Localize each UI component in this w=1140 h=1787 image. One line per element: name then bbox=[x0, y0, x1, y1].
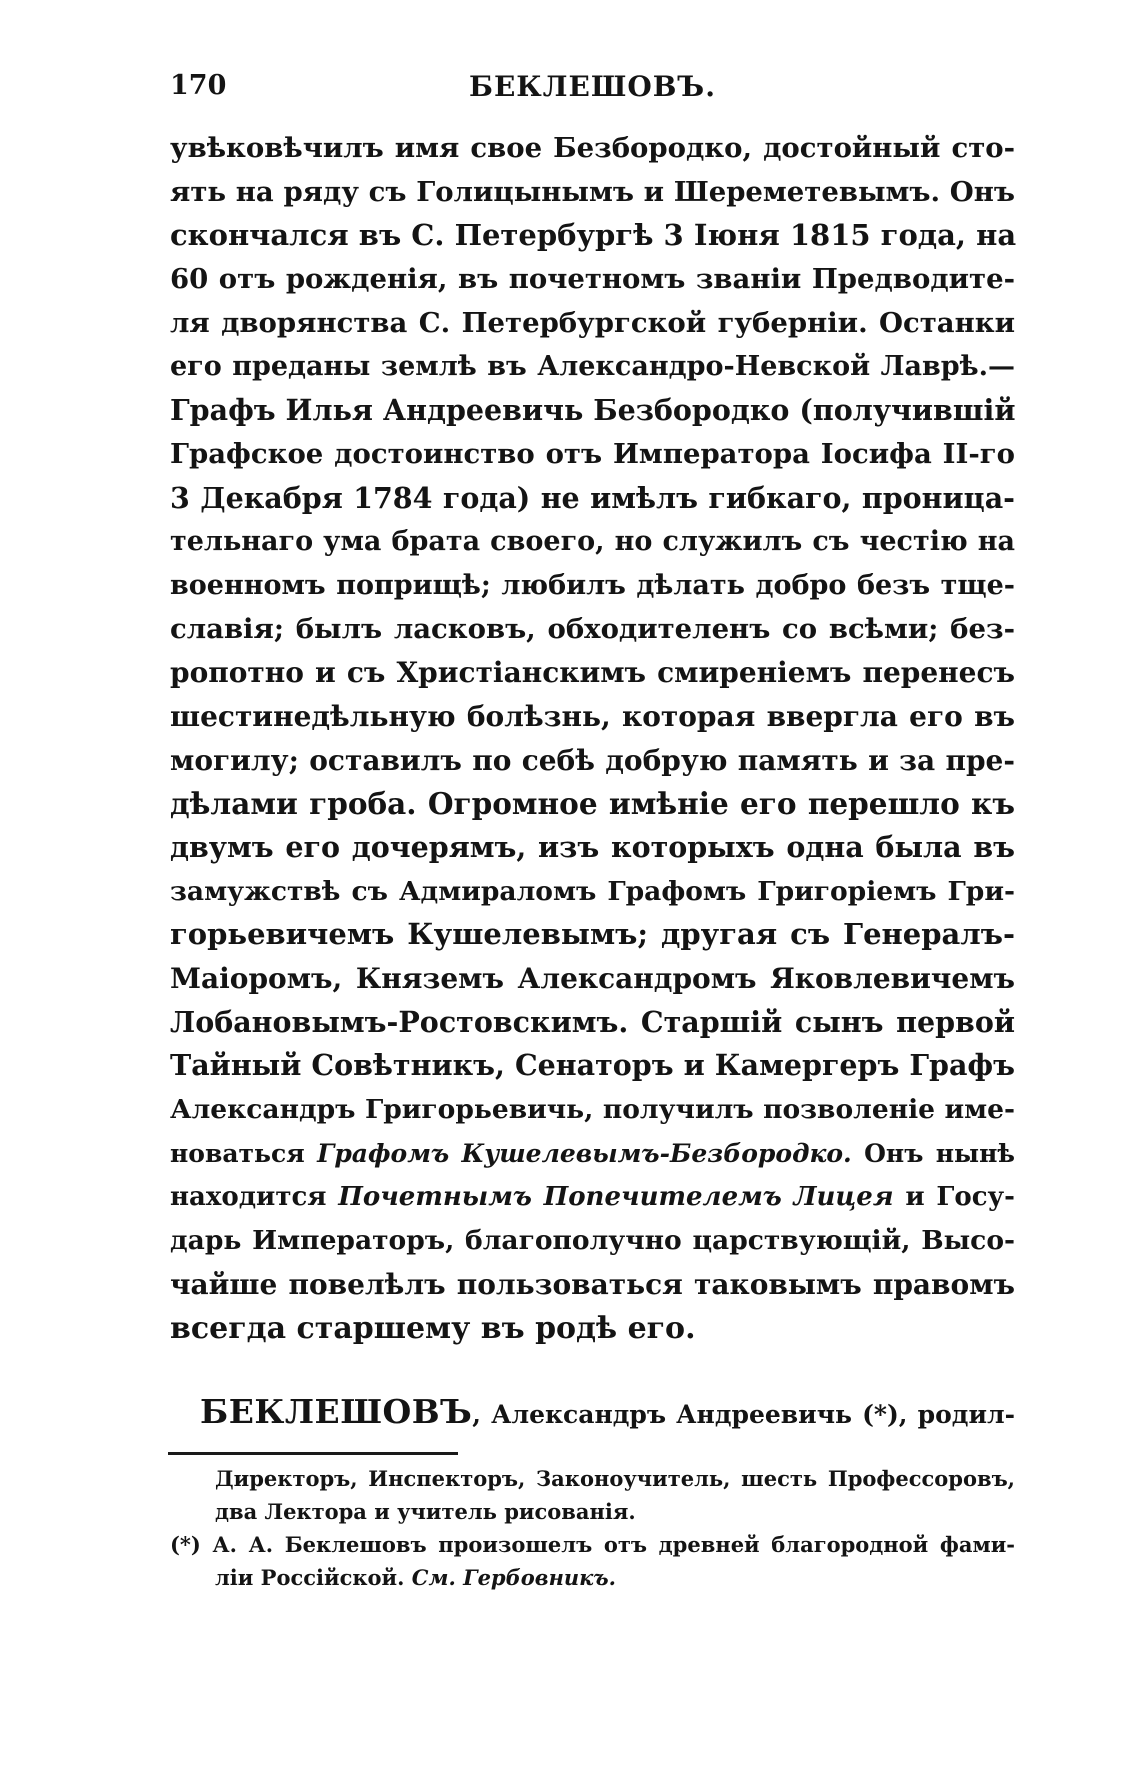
new-entry bbox=[170, 1390, 1015, 1434]
body-line: всегда старшему въ родѣ его. bbox=[170, 1310, 696, 1346]
body-line: дѣлами гроба. Огромное имѣніе его перешло къ bbox=[170, 786, 1015, 822]
body-line: Графское достоинство отъ Императора Іосифа II-го bbox=[170, 437, 1015, 470]
entry-heading-line bbox=[170, 1390, 1015, 1434]
line-text: новаться bbox=[170, 1138, 318, 1168]
body-line: чайше повелѣлъ пользоваться таковымъ правомъ bbox=[170, 1267, 1015, 1301]
body-line: ять на ряду съ Голицынымъ и Шереметевымъ. Онъ bbox=[170, 175, 1015, 208]
body-line: увѣковѣчилъ имя свое Безбородко, достойный сто- bbox=[170, 132, 1015, 164]
body-line: могилу; оставилъ по себѣ добрую память и за пре- bbox=[170, 743, 1015, 777]
footnote-line bbox=[170, 1561, 1015, 1594]
italic-title: Почетнымъ Попечителемъ Лицея bbox=[338, 1181, 894, 1212]
body-line: Тайный Совѣтникъ, Сенаторъ и Камергеръ Графъ bbox=[170, 1048, 1015, 1083]
entry-head-word: БЕКЛЕШОВЪ bbox=[200, 1392, 473, 1431]
body-line: 60 отъ рожденія, въ почетномъ званіи Предводите- bbox=[170, 263, 1015, 296]
line-text: Онъ нынѣ bbox=[851, 1138, 1015, 1168]
body-line-italic-title bbox=[170, 1132, 1015, 1176]
body-line: 3 Декабря 1784 года) не имѣлъ гибкаго, проница- bbox=[170, 480, 1015, 515]
body-line: славія; былъ ласковъ, обходителенъ со всѣми; без- bbox=[170, 612, 1015, 645]
body-line-italic-title bbox=[170, 1176, 1015, 1220]
italic-title: Графомъ Кушелевымъ-Безбородко. bbox=[317, 1138, 852, 1168]
body-line: военномъ поприщѣ; любилъ дѣлать добро безъ тще- bbox=[170, 569, 1015, 601]
body-text bbox=[170, 127, 1015, 1350]
body-line: ля дворянства С. Петербургской губерніи. Останки bbox=[170, 306, 1015, 339]
body-line: Графъ Илья Андреевичь Безбородко (получившій bbox=[170, 393, 1016, 428]
body-line: замужствѣ съ Адмираломъ Графомъ Григоріемъ Гри- bbox=[170, 875, 1015, 907]
body-line: тельнаго ума брата своего, но служилъ съ честію на bbox=[170, 526, 1015, 558]
line-text: и Госу- bbox=[893, 1181, 1015, 1212]
body-line: дарь Императоръ, благополучно царствующій, Высо- bbox=[170, 1225, 1015, 1257]
body-line: горьевичемъ Кушелевымъ; другая съ Генералъ- bbox=[170, 917, 1015, 952]
footnote-italic: См. Гербовникъ. bbox=[411, 1565, 616, 1590]
entry-rest: , Александръ Андреевичь (*), родил- bbox=[472, 1400, 1015, 1429]
footnotes bbox=[170, 1462, 1015, 1594]
body-line: Александръ Григорьевичь, получилъ позволеніе име- bbox=[170, 1094, 1015, 1126]
footnote-line: два Лектора и учитель рисованія. bbox=[215, 1499, 636, 1524]
body-line: двумъ его дочерямъ, изъ которыхъ одна была въ bbox=[170, 830, 1015, 864]
body-line: шестинедѣльную болѣзнь, которая ввергла его въ bbox=[170, 699, 1015, 733]
body-line: Маіоромъ, Княземъ Александромъ Яковлевичемъ bbox=[170, 962, 1015, 996]
body-line: его преданы землѣ въ Александро-Невской Лаврѣ.— bbox=[170, 351, 1015, 383]
footnote-line: (*) А. А. Беклешовъ произошелъ отъ древней благородной фами- bbox=[170, 1532, 1015, 1557]
page-number: 170 bbox=[170, 70, 227, 101]
footnote-rule bbox=[168, 1452, 458, 1455]
body-line: скончался въ С. Петербургѣ 3 Іюня 1815 года, на bbox=[170, 218, 1017, 253]
line-text: находится bbox=[170, 1181, 339, 1212]
footnote-text: ліи Россійской. bbox=[215, 1565, 412, 1590]
running-head bbox=[170, 70, 1015, 110]
body-line: ропотно и съ Христіанскимъ смиреніемъ перенесъ bbox=[170, 656, 1015, 690]
running-head-title: БЕКЛЕШОВЪ. bbox=[469, 70, 716, 103]
footnote-line: Директоръ, Инспекторъ, Законоучитель, шесть Профессоровъ, bbox=[215, 1466, 1015, 1491]
body-line: Лобановымъ-Ростовскимъ. Старшій сынъ первой bbox=[170, 1004, 1015, 1039]
